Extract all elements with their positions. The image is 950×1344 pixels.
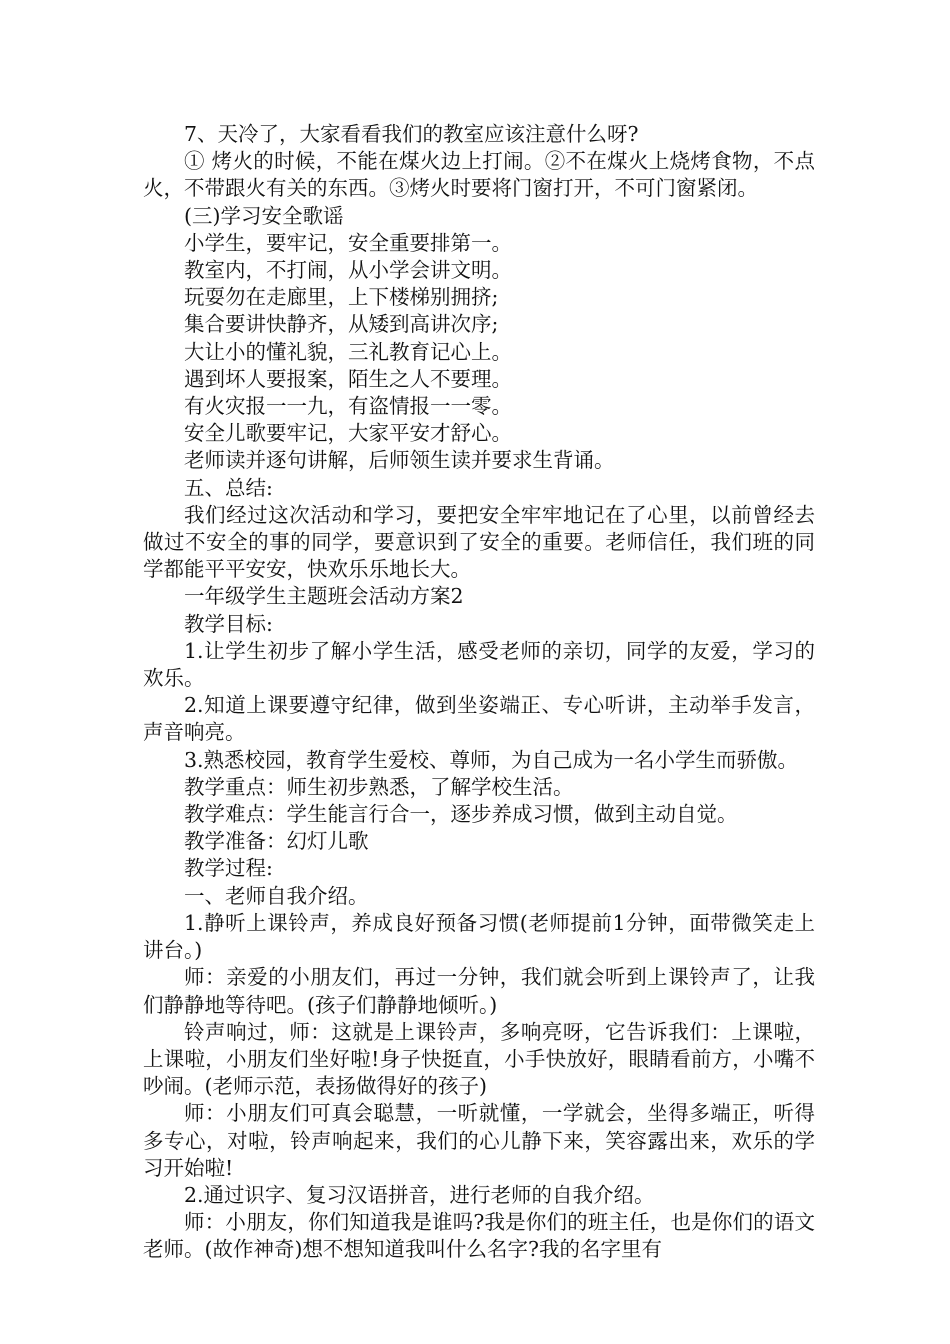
paragraph-teacher-reads: 老师读并逐句讲解，后师领生读并要求生背诵。 <box>184 448 615 473</box>
section-heading-safety-song: (三)学习安全歌谣 <box>184 203 344 228</box>
goal-item: 3.熟悉校园，教育学生爱校、尊师，为自己成为一名小学生而骄傲。 <box>184 747 799 772</box>
section-heading-process: 教学过程: <box>184 856 273 881</box>
section-heading-goals: 教学目标: <box>184 611 273 636</box>
song-line: 玩耍勿在走廊里，上下楼梯别拥挤; <box>184 285 499 310</box>
paragraph-teacher-dialogue: 师：亲爱的小朋友们，再过一分钟，我们就会听到上课铃声了，让我们静静地等待吧。(孩子们静静地倾听。) <box>143 965 815 1017</box>
song-line: 小学生，要牢记，安全重要排第一。 <box>184 230 512 255</box>
paragraph-fire-safety-rules: ① 烤火的时候，不能在煤火边上打闹。②不在煤火上烧烤食物，不点火，不带跟火有关的东西。③烤火时要将门窗打开，不可门窗紧闭。 <box>143 149 815 201</box>
song-line: 大让小的懂礼貌，三礼教育记心上。 <box>184 339 512 364</box>
section-heading-self-intro: 一、老师自我介绍。 <box>184 883 369 908</box>
paragraph-difficulty: 教学难点：学生能言行合一，逐步养成习惯，做到主动自觉。 <box>184 802 738 827</box>
song-line: 安全儿歌要牢记，大家平安才舒心。 <box>184 421 512 446</box>
paragraph-teacher-intro: 师：小朋友，你们知道我是谁吗?我是你们的班主任，也是你们的语文老师。(故作神奇)想不想知道我叫什么名字?我的名字里有 <box>143 1210 815 1262</box>
goal-item: 1.让学生初步了解小学生活，感受老师的亲切，同学的友爱，学习的欢乐。 <box>143 638 815 691</box>
paragraph-summary: 我们经过这次活动和学习，要把安全牢牢地记在了心里，以前曾经去做过不安全的事的同学，要意识到了安全的重要。老师信任，我们班的同学都能平平安安，快欢乐乐地长大。 <box>143 502 815 582</box>
paragraph-bell-rings: 铃声响过，师：这就是上课铃声，多响亮呀，它告诉我们：上课啦，上课啦，小朋友们坐好啦!身子快挺直，小手快放好，眼睛看前方，小嘴不吵闹。(老师示范，表扬做得好的孩子) <box>143 1019 815 1099</box>
paragraph-step-2: 2.通过识字、复习汉语拼音，进行老师的自我介绍。 <box>184 1182 655 1207</box>
paragraph-preparation: 教学准备：幻灯儿歌 <box>184 829 369 854</box>
goal-item: 2.知道上课要遵守纪律，做到坐姿端正、专心听讲，主动举手发言，声音响亮。 <box>143 693 815 745</box>
document-body <box>143 121 815 1264</box>
plan-title: 一年级学生主题班会活动方案2 <box>184 584 464 609</box>
song-line: 集合要讲快静齐，从矮到高讲次序; <box>184 312 499 337</box>
paragraph-teacher-praise: 师：小朋友们可真会聪慧，一听就懂，一学就会，坐得多端正，听得多专心，对啦，铃声响起来，我们的心儿静下来，笑容露出来，欢乐的学习开始啦! <box>143 1101 815 1180</box>
paragraph-key-point: 教学重点：师生初步熟悉，了解学校生活。 <box>184 774 574 799</box>
song-line: 有火灾报一一九，有盗情报一一零。 <box>184 394 512 419</box>
paragraph-step-1: 1.静听上课铃声，养成良好预备习惯(老师提前1分钟，面带微笑走上讲台。) <box>143 910 815 963</box>
song-line: 遇到坏人要报案，陌生之人不要理。 <box>184 366 512 391</box>
song-line: 教室内，不打闹，从小学会讲文明。 <box>184 258 512 283</box>
section-heading-summary: 五、总结: <box>184 475 273 500</box>
paragraph-winter-question: 7、天冷了，大家看看我们的教室应该注意什么呀? <box>184 122 639 146</box>
